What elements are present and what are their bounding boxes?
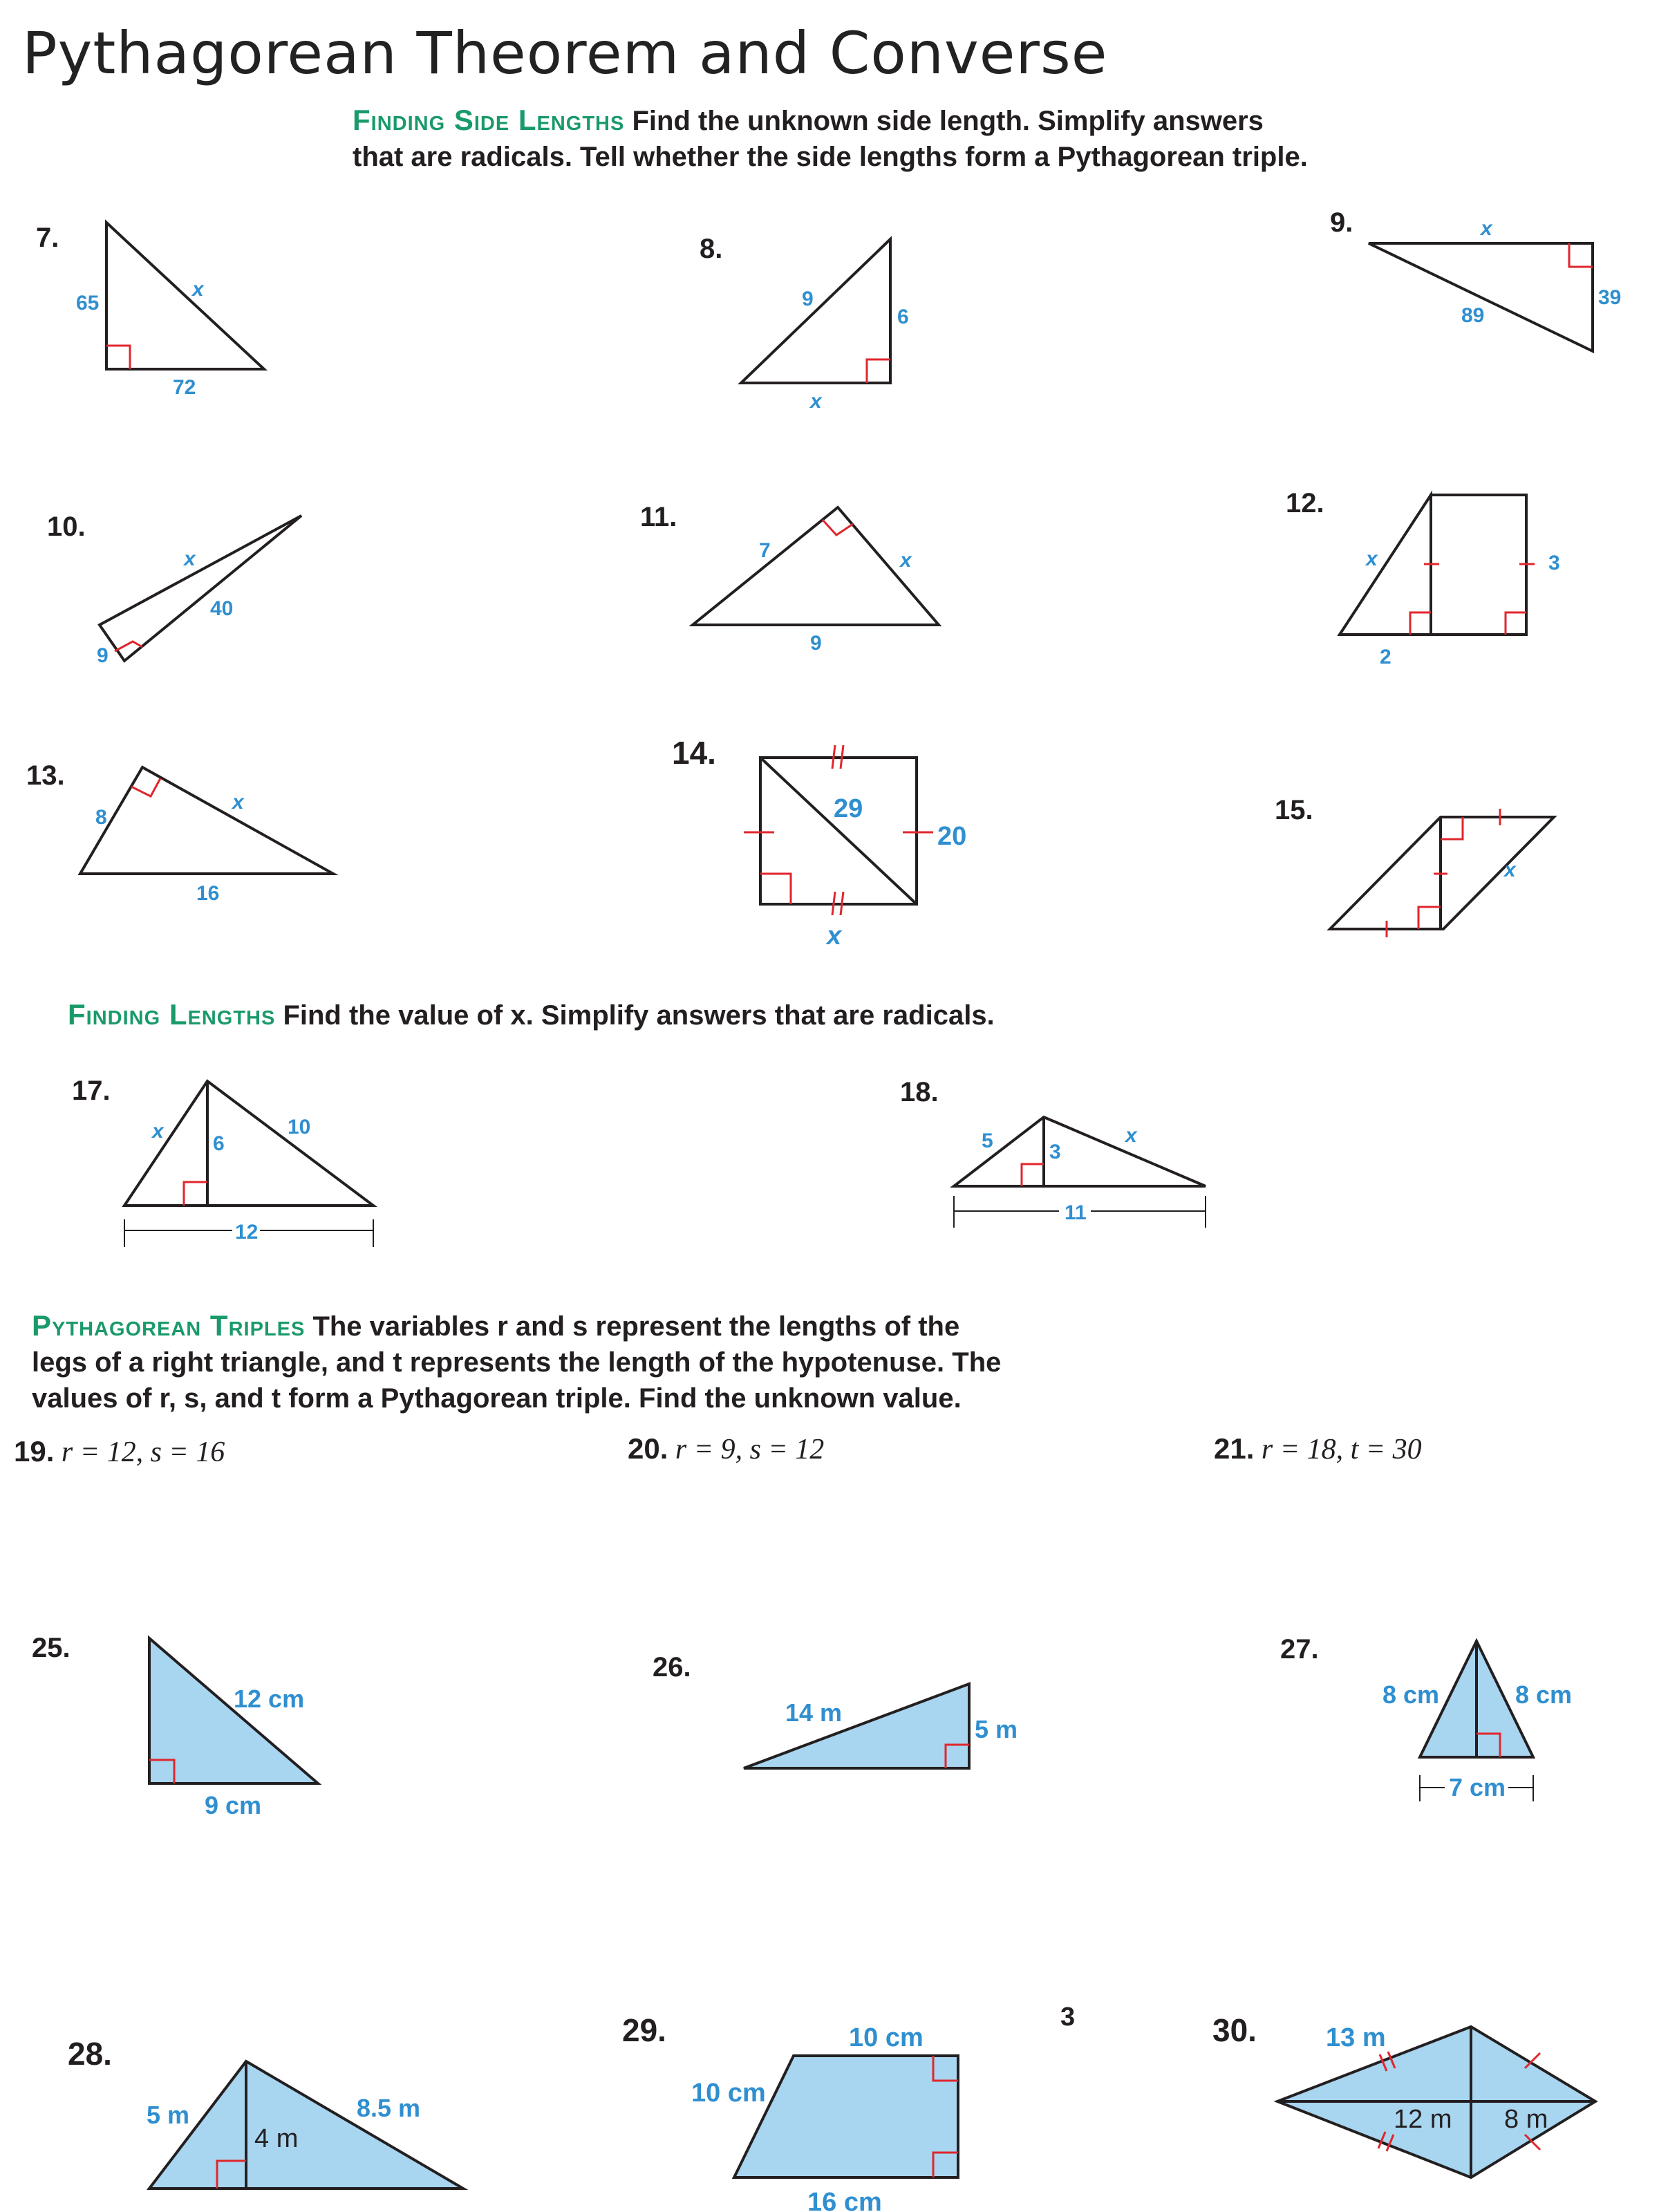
problem-number: 21. — [1214, 1432, 1255, 1465]
figure-28 — [147, 2061, 463, 2188]
side-label: 6 — [213, 1132, 225, 1155]
side-label: x — [152, 1120, 164, 1143]
side-label: 39 — [1598, 286, 1622, 309]
problem-expression: r = 9, s = 12 — [675, 1434, 825, 1465]
problem-number: 11. — [640, 502, 677, 532]
side-label: 8.5 m — [357, 2094, 421, 2122]
problem-number: 17. — [72, 1076, 111, 1106]
triangle — [124, 1081, 373, 1206]
side-label: x — [810, 390, 822, 413]
side-label: 3 — [1049, 1141, 1061, 1163]
figure-13 — [80, 767, 333, 905]
problem-number: 29. — [622, 2012, 666, 2048]
side-label: 9 — [810, 632, 822, 655]
problem-number: 19. — [14, 1435, 55, 1468]
triangle — [741, 239, 890, 383]
problem-number: 15. — [1275, 795, 1313, 825]
right-angle-mark — [1569, 243, 1593, 267]
page-title: Pythagorean Theorem and Converse — [22, 19, 1108, 87]
problem-number: 7. — [36, 223, 59, 253]
side-label: x — [1366, 547, 1378, 570]
side-label: 8 cm — [1515, 1680, 1573, 1709]
triangle — [80, 767, 333, 874]
figure-18 — [954, 1117, 1206, 1228]
side-label: x — [192, 278, 204, 301]
instruction-text: that are radicals. Tell whether the side lengths form a Pythagorean triple. — [353, 142, 1308, 172]
section-heading: Finding Lengths — [68, 998, 276, 1031]
side-label: 5 m — [975, 1715, 1018, 1743]
diagonal — [760, 758, 917, 904]
side-label: 9 — [802, 288, 814, 310]
triangle — [744, 1684, 969, 1768]
congruence-tick — [832, 745, 835, 769]
congruence-tick — [841, 745, 843, 769]
side-label: 16 — [196, 882, 220, 905]
side-label: 7 — [759, 539, 771, 562]
side-label: 8 m — [1504, 2105, 1548, 2134]
instruction-text: legs of a right triangle, and t represents the length of the hypotenuse. The — [32, 1347, 1002, 1378]
side-label: x — [184, 547, 196, 570]
figure-11 — [693, 507, 939, 655]
problem-number: 28. — [68, 2036, 112, 2072]
side-label: 12 m — [1394, 2105, 1452, 2134]
instruction-text: Find the value of x. Simplify answers that are radicals. — [283, 1000, 995, 1031]
side-label: x — [827, 921, 842, 950]
side-label: 72 — [173, 376, 196, 399]
triangle — [1340, 495, 1431, 635]
side-label: 2 — [1380, 646, 1391, 668]
side-label: 5 — [982, 1130, 993, 1152]
triangle — [100, 516, 301, 661]
problem-expression: r = 18, t = 30 — [1261, 1434, 1422, 1465]
side-label: 6 — [897, 306, 909, 328]
right-angle-mark — [823, 520, 853, 535]
problem-number: 10. — [47, 512, 86, 542]
problem-expression: r = 12, s = 16 — [61, 1436, 225, 1468]
side-label: 16 cm — [807, 2188, 882, 2212]
problem-number: 9. — [1330, 207, 1353, 238]
triangle — [149, 2061, 463, 2188]
instruction-text: The variables r and s represent the lengths of the — [312, 1311, 960, 1342]
side-label: 3 — [1548, 552, 1560, 574]
figure-26 — [744, 1684, 1018, 1768]
right-angle-mark — [1022, 1164, 1044, 1186]
side-label: x — [1481, 217, 1492, 240]
instruction-text: values of r, s, and t form a Pythagorean triple. Find the unknown value. — [32, 1383, 962, 1414]
problem-number: 12. — [1286, 488, 1324, 518]
right-angle-mark — [184, 1182, 207, 1206]
figure-27 — [1382, 1641, 1572, 1801]
side-label: 4 m — [254, 2124, 299, 2153]
side-label: 29 — [834, 794, 863, 823]
side-label: 5 m — [147, 2101, 190, 2129]
side-label: x — [1125, 1124, 1137, 1147]
side-label: x — [1504, 859, 1516, 881]
side-label: x — [900, 549, 912, 572]
figure-10 — [97, 516, 301, 667]
side-label: 9 — [97, 644, 109, 667]
triangle — [1369, 243, 1593, 351]
figure-15 — [1330, 809, 1554, 937]
side-label: 12 — [235, 1221, 259, 1244]
side-label: 89 — [1461, 304, 1485, 327]
side-label: 8 — [95, 806, 107, 829]
right-angle-mark — [1418, 907, 1441, 929]
figure-7 — [76, 223, 264, 399]
figure-12 — [1340, 495, 1560, 668]
side-label: 9 cm — [205, 1791, 262, 1819]
figure-8 — [741, 239, 909, 413]
right-angle-mark — [760, 874, 791, 904]
side-label: 10 cm — [691, 2079, 766, 2108]
side-label: 65 — [76, 292, 100, 315]
side-label: 8 cm — [1382, 1680, 1440, 1709]
problem-number: 30. — [1212, 2012, 1257, 2048]
right-angle-mark — [106, 346, 130, 369]
figure-9 — [1369, 217, 1621, 351]
problem-number: 14. — [672, 735, 716, 771]
right-angle-mark — [1506, 612, 1526, 635]
side-label: 11 — [1065, 1201, 1087, 1224]
side-label: 40 — [210, 597, 234, 620]
problem-number: 27. — [1280, 1634, 1319, 1665]
problem-number: 8. — [700, 234, 723, 264]
side-label: 10 cm — [849, 2023, 924, 2052]
problem-number: 25. — [32, 1633, 71, 1663]
figure-25 — [149, 1638, 318, 1819]
figure-29 — [691, 2003, 1075, 2212]
congruence-tick — [832, 892, 835, 915]
right-angle-mark — [1441, 817, 1463, 839]
trapezoid — [734, 2056, 958, 2177]
side-label: x — [232, 791, 244, 814]
side-label: 20 — [937, 822, 967, 851]
right-angle-mark — [867, 359, 890, 383]
side-label: 13 m — [1326, 2023, 1386, 2052]
problem-number: 18. — [900, 1077, 939, 1107]
problem-number: 13. — [26, 760, 65, 791]
side-label: 10 — [288, 1116, 311, 1138]
figure-17 — [124, 1081, 373, 1247]
section-heading: Pythagorean Triples — [32, 1309, 306, 1342]
rectangle — [1431, 495, 1526, 635]
stray-mark: 3 — [1060, 2003, 1076, 2032]
figure-30 — [1277, 2023, 1595, 2177]
instruction-text: Find the unknown side length. Simplify answers — [632, 106, 1264, 136]
right-angle-mark — [1410, 612, 1431, 635]
problem-number: 26. — [653, 1652, 691, 1683]
figure-14 — [744, 745, 966, 950]
side-label: 14 m — [785, 1698, 843, 1727]
problem-number: 20. — [628, 1432, 668, 1465]
side-label: 7 cm — [1449, 1773, 1506, 1801]
side-label: 12 cm — [234, 1685, 305, 1713]
section-heading: Finding Side Lengths — [353, 104, 625, 136]
congruence-tick — [841, 892, 843, 915]
